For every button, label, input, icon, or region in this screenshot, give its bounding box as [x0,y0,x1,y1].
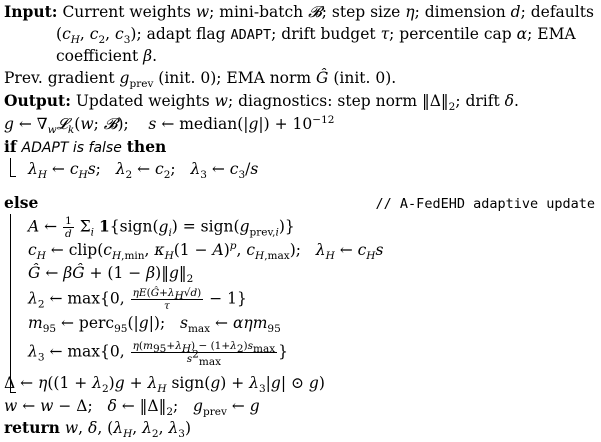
percentile-line: $m_{95}$ ← perc$_{95}$(|g|); $s_{max}$ ← αηm$_{95}$ [28,314,281,336]
lambda2-line: $\lambda_2$ ← max{0, $\frac{\eta E(Ĝ+\lambda_H√d)}{\tau}$ − 1} [28,287,247,312]
output-line: Output: Updated weights w; diagnostics: step norm $‖\Delta‖_2$; drift δ. [4,91,519,114]
input-line-3: coefficient β. [56,47,158,65]
agreement-line: A ← $\frac{1}{d}$ $\Sigma_i$ $1\{sign(g_i)$ = $sign(g_{prev,i})$} [28,215,295,240]
return-keyword: return [4,418,60,437]
algorithm-comment: // A-FedEHD adaptive update [375,196,595,212]
else-keyword: else [4,193,39,212]
output-label: Output: [4,91,71,110]
ema-line: Ĝ ← βĜ + $(1 - \beta)‖g‖_2$ [28,264,194,286]
return-line: return w, δ, ($\lambda_H$, $\lambda_2$, $\lambda_3$) [4,418,192,441]
if-condition: ADAPT is false [21,140,122,156]
else-line [4,193,38,213]
input-label: Input: [4,2,58,21]
input-line-1: Input: Current weights w; mini-batch 𝓑; step size η; dimension d; defaults [4,2,594,21]
if-line [4,137,166,158]
clip-line: $c_H$ ← $clip(c_{H,min}$, $\kappa_H(1 - A)^p$, $c_{H,max}$); $\lambda_H$ ← $c_Hs$ [28,239,384,263]
prev-gradient-line: Prev. gradient $g_{prev}$ (init. 0); EMA norm Ĝ (init. 0). [4,69,397,91]
else-scope-bar [10,214,11,392]
lambda3-line: $\lambda_3$ ← max{0, $\frac{\eta(m_{95}+\lambda_H) - (1+\lambda_2)s_{max}}{s^2_{max}}$ } [28,340,289,369]
delta-line: Δ ← $\eta((1 + \lambda_2)g + \lambda_H$ sign(g) + $\lambda_3|g|$ ⊙ g) [4,374,325,396]
input-line-2: ($c_H$, $c_2$, $c_3$); adapt flag ADAPT; drift budget τ; percentile cap α; EMA [56,25,576,47]
if-scope-tick [10,176,16,177]
if-keyword: if [4,137,17,156]
gradient-line: g ← $\nabla_w𝓛_k(w$; 𝓑); s ← median(|g|) + $10^{-12}$ [4,113,335,137]
if-body-line: $\lambda_H$ ← $c_Hs$; $\lambda_2$ ← $c_2$; $\lambda_3$ ← $c_3/s$ [28,160,259,182]
update-line: w ← w − Δ; δ ← $‖\Delta‖_2$; $g_{prev}$ ← g [4,397,260,419]
then-keyword: then [126,137,167,156]
if-scope-bar [10,158,11,176]
